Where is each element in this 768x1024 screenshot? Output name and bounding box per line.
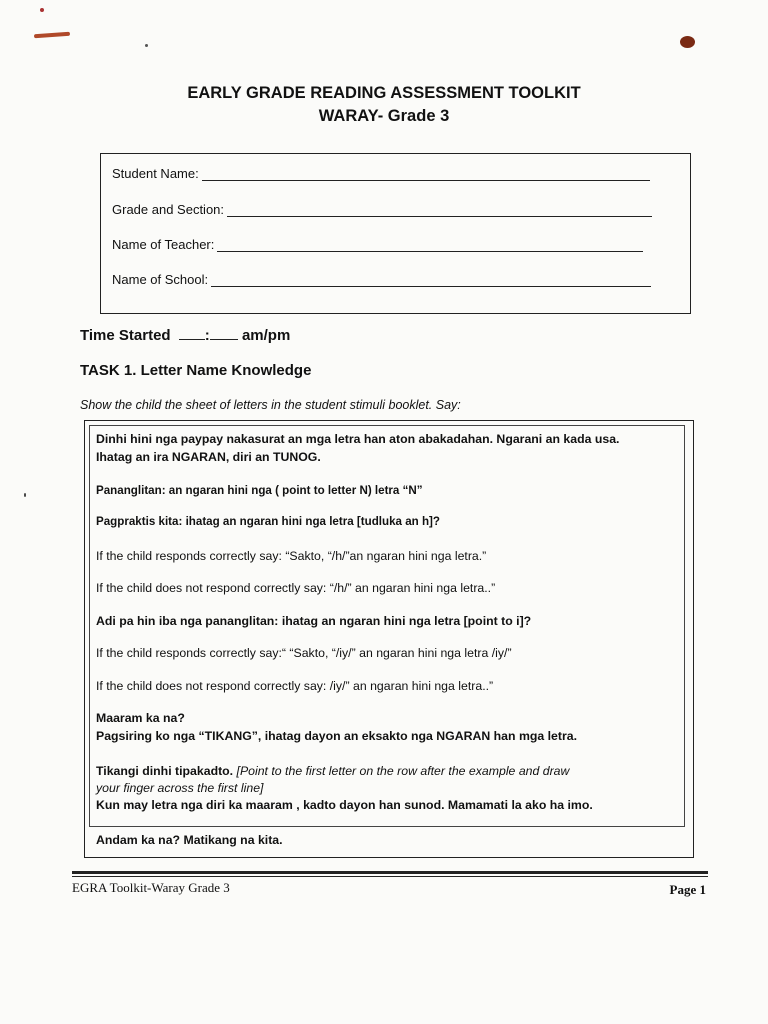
script-start-italic-2: your finger across the first line] (96, 781, 264, 795)
time-minute-blank[interactable] (210, 325, 238, 340)
script-skip: Kun may letra nga diri ka maaram , kadto dayon han sunod. Mamamati la ako ha imo. (96, 798, 593, 812)
teacher-field[interactable] (112, 237, 643, 252)
scan-mark (40, 8, 44, 12)
student-name-line[interactable] (202, 167, 650, 181)
script-incorrect-1: If the child does not respond correctly say: “/h/” an ngaran hini nga letra..” (96, 581, 496, 595)
scan-mark (34, 32, 70, 39)
footer-page-number: Page 1 (669, 882, 706, 897)
time-ampm: am/pm (241, 327, 291, 344)
school-line[interactable] (211, 273, 651, 287)
scan-mark (24, 493, 26, 497)
script-example: Pananglitan: an ngaran hini nga ( point to letter N) letra “N” (96, 484, 423, 497)
school-label: Name of School: (112, 272, 209, 287)
task-instruction: Show the child the sheet of letters in the student stimuli booklet. Say: (80, 398, 461, 412)
script-start-bold: Tikangi dinhi tipakadto. (96, 764, 234, 778)
script-practice: Pagpraktis kita: ihatag an ngaran hini nga letra [tudluka an h]? (96, 515, 441, 528)
student-info-box (100, 153, 691, 314)
task-title: TASK 1. Letter Name Knowledge (80, 362, 312, 379)
time-started-label: Time Started (80, 327, 171, 344)
scan-mark (680, 36, 695, 48)
footer-rule-thin (72, 876, 708, 877)
footer-rule (72, 871, 708, 874)
script-start (96, 764, 569, 778)
script-start-italic-1: [Point to the first letter on the row after the example and draw (233, 764, 570, 778)
script-intro-1: Dinhi hini nga paypay nakasurat an mga letra han aton abakadahan. Ngarani an kada usa. (96, 432, 620, 446)
student-name-label: Student Name: (112, 166, 199, 181)
document-title: EARLY GRADE READING ASSESSMENT TOOLKIT (187, 84, 581, 102)
teacher-label: Name of Teacher: (112, 237, 215, 252)
script-correct-2: If the child responds correctly say:“ “Sakto, “/iy/” an ngaran hini nga letra /iy/” (96, 646, 512, 660)
footer-doc-name: EGRA Toolkit-Waray Grade 3 (72, 880, 230, 895)
student-name-field[interactable] (112, 166, 650, 181)
script-another: Adi pa hin iba nga pananglitan: ihatag an ngaran hini nga letra [point to i]? (96, 614, 532, 628)
time-colon: : (204, 327, 210, 344)
script-box (84, 420, 694, 858)
script-incorrect-2: If the child does not respond correctly say: /iy/” an ngaran hini nga letra..” (96, 679, 494, 693)
script-know-question: Maaram ka na? (96, 711, 185, 725)
scan-mark (145, 44, 148, 47)
script-start-cont (96, 781, 263, 795)
script-ready: Andam ka na? Matikang na kita. (96, 833, 283, 847)
document-subtitle: WARAY- Grade 3 (318, 107, 450, 125)
time-started-row (80, 325, 290, 344)
teacher-line[interactable] (217, 238, 643, 252)
script-know-instruction: Pagsiring ko nga “TIKANG”, ihatag dayon an eksakto nga NGARAN han mga letra. (96, 729, 578, 743)
time-hour-blank[interactable] (179, 325, 205, 340)
grade-section-line[interactable] (227, 203, 652, 217)
grade-section-field[interactable] (112, 202, 652, 217)
script-correct-1: If the child responds correctly say: “Sakto, “/h/”an ngaran hini nga letra.” (96, 549, 487, 563)
grade-section-label: Grade and Section: (112, 202, 225, 217)
school-field[interactable] (112, 272, 651, 287)
script-intro-2: Ihatag an ira NGARAN, diri an TUNOG. (96, 450, 321, 464)
